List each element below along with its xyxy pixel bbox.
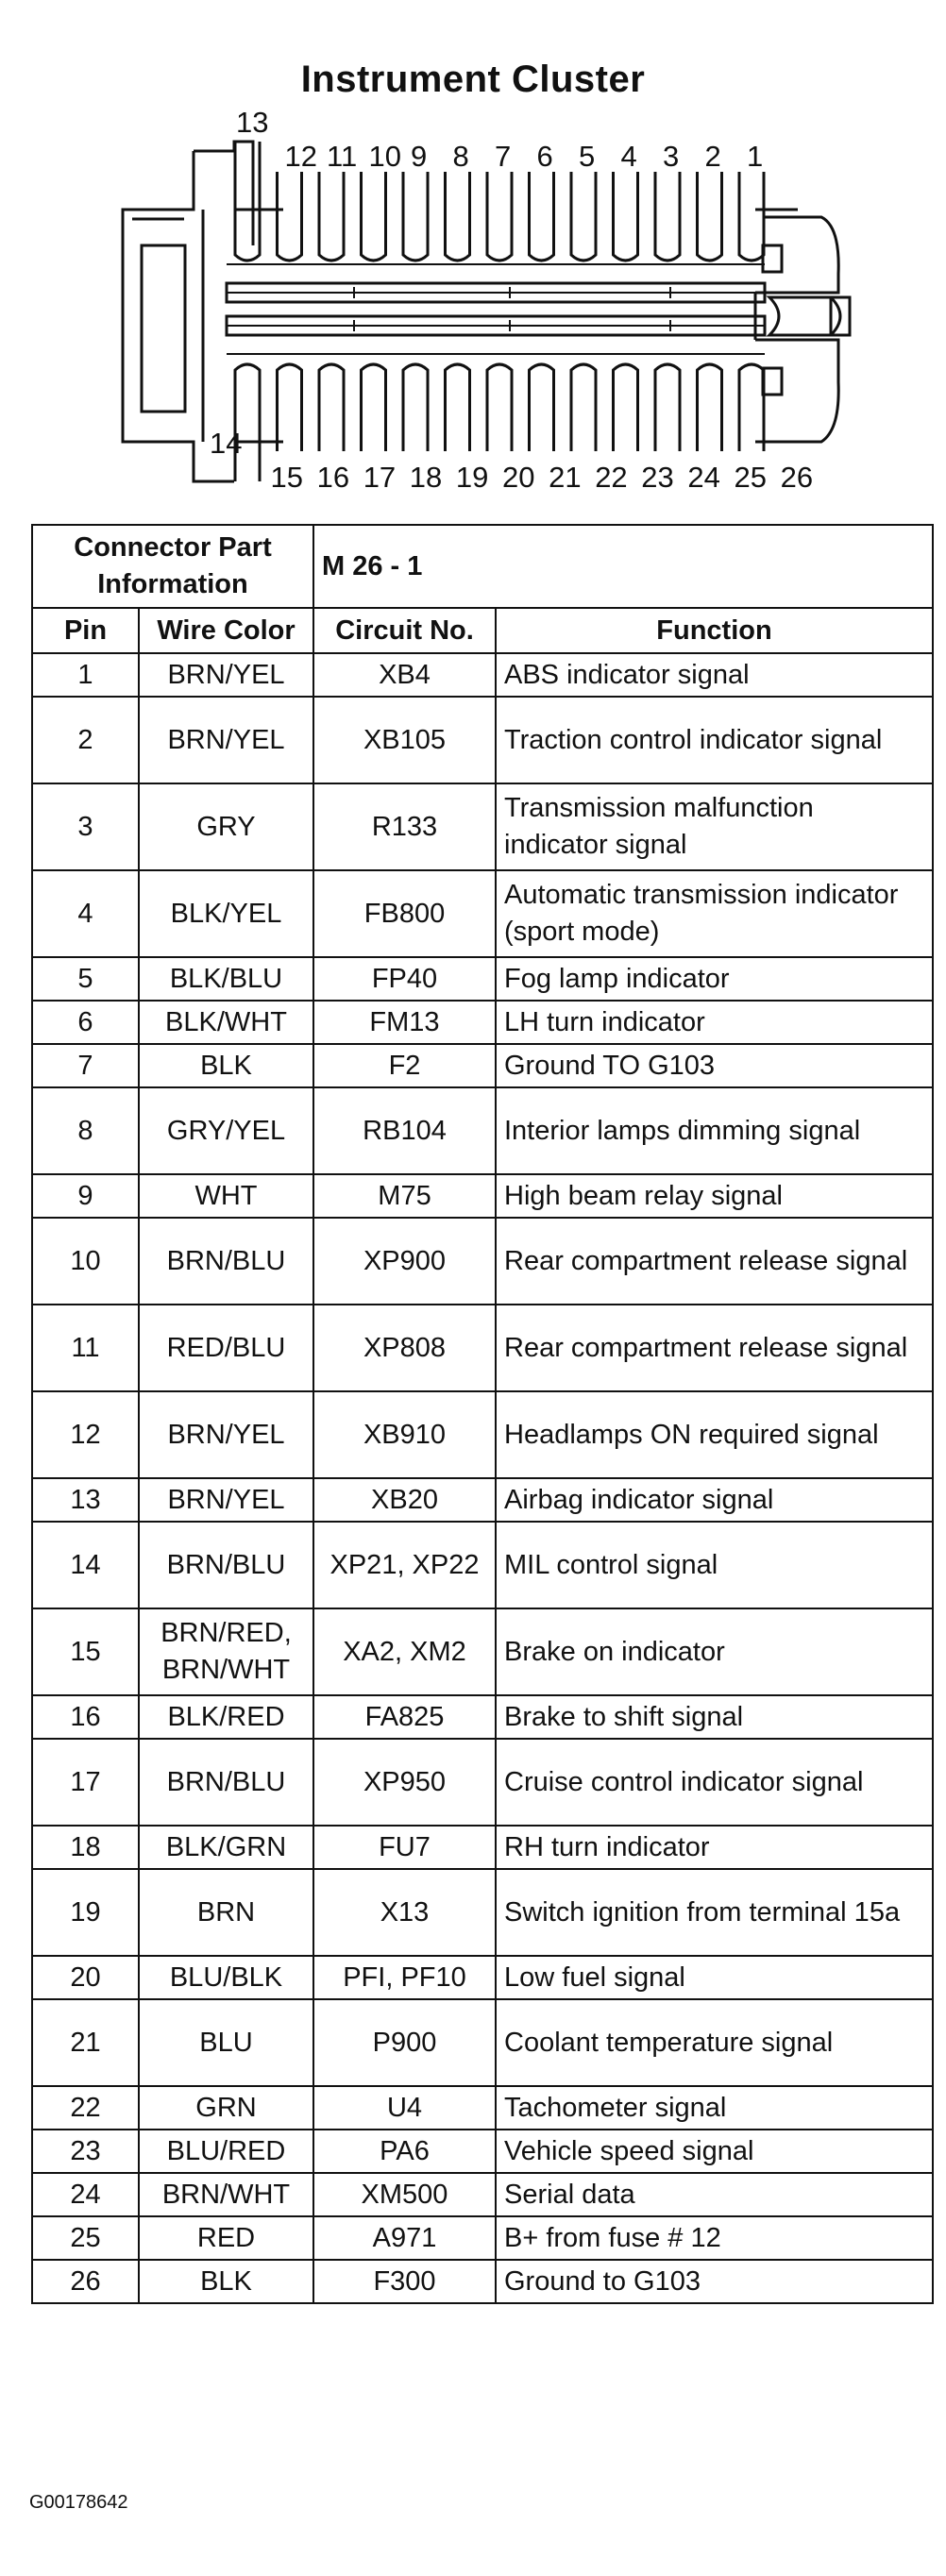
- bottom-pin-label: 22: [595, 461, 628, 494]
- top-pin-label: 4: [620, 140, 637, 173]
- table-row: [32, 1001, 933, 1044]
- table-row: [32, 1044, 933, 1087]
- pinout-table: [31, 524, 934, 2304]
- top-pin-label: 1: [747, 140, 764, 173]
- table-row: [32, 1522, 933, 1608]
- function-cell: Ground to G103: [496, 2260, 933, 2303]
- bottom-pin-label: 23: [641, 461, 674, 494]
- wire-color-cell: BRN/BLU: [139, 1218, 313, 1305]
- function-cell: RH turn indicator: [496, 1826, 933, 1869]
- circuit-cell: XP950: [313, 1739, 496, 1826]
- top-pin-slot: [614, 172, 638, 261]
- table-row: [32, 957, 933, 1001]
- header-function: Function: [496, 608, 933, 653]
- wire-color-cell: BLU/RED: [139, 2130, 313, 2173]
- circuit-cell: P900: [313, 1999, 496, 2086]
- pin-cell: 17: [32, 1739, 139, 1826]
- bottom-pin-label: 14: [210, 427, 243, 460]
- top-pin-slot: [403, 172, 428, 261]
- circuit-cell: FA825: [313, 1695, 496, 1739]
- wire-color-cell: BLK/BLU: [139, 957, 313, 1001]
- table-row: [32, 2173, 933, 2216]
- bottom-pin-slot: [698, 364, 722, 451]
- function-cell: Ground TO G103: [496, 1044, 933, 1087]
- function-cell: Low fuel signal: [496, 1956, 933, 1999]
- wire-color-cell: BLK: [139, 2260, 313, 2303]
- circuit-cell: XB20: [313, 1478, 496, 1522]
- table-row: [32, 1087, 933, 1174]
- bottom-pin-slot: [362, 364, 386, 451]
- top-pin-slot: [487, 172, 512, 261]
- bottom-pin-slot: [530, 364, 554, 451]
- wire-color-cell: BRN/YEL: [139, 653, 313, 697]
- circuit-cell: XA2, XM2: [313, 1608, 496, 1695]
- pin-cell: 21: [32, 1999, 139, 2086]
- pin-cell: 15: [32, 1608, 139, 1695]
- top-pin-slot: [319, 172, 344, 261]
- wire-color-cell: RED/BLU: [139, 1305, 313, 1391]
- bottom-pin-slot: [655, 364, 680, 451]
- table-row: [32, 653, 933, 697]
- connector-part-info-label: Connector Part Information: [32, 525, 313, 608]
- bottom-pin-row: [235, 364, 764, 481]
- pin-cell: 10: [32, 1218, 139, 1305]
- table-row: [32, 2216, 933, 2260]
- wire-color-cell: BRN/YEL: [139, 697, 313, 783]
- table-row: [32, 2086, 933, 2130]
- pin-cell: 8: [32, 1087, 139, 1174]
- function-cell: Brake to shift signal: [496, 1695, 933, 1739]
- wire-color-cell: BLK: [139, 1044, 313, 1087]
- pin-cell: 26: [32, 2260, 139, 2303]
- top-pin-slot: [362, 172, 386, 261]
- wire-color-cell: BLU: [139, 1999, 313, 2086]
- bottom-pin-label: 25: [734, 461, 767, 494]
- function-cell: Tachometer signal: [496, 2086, 933, 2130]
- function-cell: Coolant temperature signal: [496, 1999, 933, 2086]
- circuit-cell: RB104: [313, 1087, 496, 1174]
- top-pin-label: 10: [368, 140, 401, 173]
- connector-right-tab-top: [755, 217, 838, 293]
- pin-cell: 2: [32, 697, 139, 783]
- top-pin-slot: [739, 172, 764, 261]
- table-row: [32, 1739, 933, 1826]
- top-pin-label: 5: [579, 140, 596, 173]
- bottom-pin-label: 15: [270, 461, 303, 494]
- function-cell: Headlamps ON required signal: [496, 1391, 933, 1478]
- circuit-cell: PFI, PF10: [313, 1956, 496, 1999]
- pin-cell: 20: [32, 1956, 139, 1999]
- table-row: [32, 1478, 933, 1522]
- table-row: [32, 2130, 933, 2173]
- pin-cell: 9: [32, 1174, 139, 1218]
- connector-right-tab-bottom: [755, 340, 838, 442]
- wire-color-cell: WHT: [139, 1174, 313, 1218]
- wire-color-cell: BRN: [139, 1869, 313, 1956]
- circuit-cell: R133: [313, 783, 496, 870]
- circuit-cell: XB4: [313, 653, 496, 697]
- header-circuit-no: Circuit No.: [313, 608, 496, 653]
- table-row: [32, 1174, 933, 1218]
- function-cell: Airbag indicator signal: [496, 1478, 933, 1522]
- function-cell: Traction control indicator signal: [496, 697, 933, 783]
- bottom-pin-slot: [739, 364, 764, 451]
- bottom-pin-label: 19: [455, 461, 489, 494]
- circuit-cell: XB105: [313, 697, 496, 783]
- circuit-cell: U4: [313, 2086, 496, 2130]
- table-row: [32, 1608, 933, 1695]
- top-pin-slot: [571, 172, 596, 261]
- top-pin-label: 2: [704, 140, 721, 173]
- pin-cell: 22: [32, 2086, 139, 2130]
- top-pin-label: 13: [236, 106, 269, 139]
- function-cell: Transmission malfunction indicator signal: [496, 783, 933, 870]
- connector-diagram: [0, 104, 946, 519]
- table-row: [32, 870, 933, 957]
- pin-cell: 5: [32, 957, 139, 1001]
- function-cell: Serial data: [496, 2173, 933, 2216]
- bottom-pin-label: 17: [363, 461, 397, 494]
- top-pin-label: 7: [495, 140, 512, 173]
- function-cell: MIL control signal: [496, 1522, 933, 1608]
- circuit-cell: M75: [313, 1174, 496, 1218]
- wire-color-cell: BRN/WHT: [139, 2173, 313, 2216]
- pin-cell: 23: [32, 2130, 139, 2173]
- function-cell: Rear compartment release signal: [496, 1305, 933, 1391]
- circuit-cell: XP21, XP22: [313, 1522, 496, 1608]
- table-row: [32, 783, 933, 870]
- circuit-cell: XM500: [313, 2173, 496, 2216]
- table-header-row: [32, 608, 933, 653]
- bottom-pin-label: 20: [502, 461, 535, 494]
- bottom-pin-slot: [571, 364, 596, 451]
- top-pin-slot: [698, 172, 722, 261]
- wire-color-cell: BLK/GRN: [139, 1826, 313, 1869]
- circuit-cell: XP900: [313, 1218, 496, 1305]
- wire-color-cell: BRN/YEL: [139, 1391, 313, 1478]
- connector-info-row: [32, 525, 933, 608]
- bottom-pin-label: 21: [549, 461, 582, 494]
- wire-color-cell: GRY: [139, 783, 313, 870]
- bottom-pin-slot: [235, 364, 260, 481]
- figure-code: G00178642: [29, 2492, 128, 2513]
- top-pin-label: 8: [452, 140, 469, 173]
- function-cell: Cruise control indicator signal: [496, 1739, 933, 1826]
- pin-cell: 13: [32, 1478, 139, 1522]
- top-pin-labels: [236, 106, 763, 173]
- top-pin-slot: [655, 172, 680, 261]
- table-row: [32, 697, 933, 783]
- function-cell: Brake on indicator: [496, 1608, 933, 1695]
- header-pin: Pin: [32, 608, 139, 653]
- circuit-cell: XB910: [313, 1391, 496, 1478]
- pin-cell: 14: [32, 1522, 139, 1608]
- table-row: [32, 1956, 933, 1999]
- pin-cell: 16: [32, 1695, 139, 1739]
- bottom-pin-slot: [446, 364, 470, 451]
- diagram-title: Instrument Cluster: [300, 59, 646, 100]
- function-cell: High beam relay signal: [496, 1174, 933, 1218]
- wire-color-cell: BLU/BLK: [139, 1956, 313, 1999]
- bottom-pin-slot: [319, 364, 344, 451]
- function-cell: Switch ignition from terminal 15a: [496, 1869, 933, 1956]
- connector-part-number: M 26 - 1: [313, 525, 933, 608]
- function-cell: Rear compartment release signal: [496, 1218, 933, 1305]
- function-cell: Vehicle speed signal: [496, 2130, 933, 2173]
- pin-cell: 25: [32, 2216, 139, 2260]
- circuit-cell: XP808: [313, 1305, 496, 1391]
- pin-cell: 24: [32, 2173, 139, 2216]
- table-row: [32, 1218, 933, 1305]
- function-cell: Automatic transmission indicator (sport mode): [496, 870, 933, 957]
- pin-cell: 12: [32, 1391, 139, 1478]
- table-row: [32, 1305, 933, 1391]
- top-pin-label: 12: [284, 140, 317, 173]
- wire-color-cell: BRN/RED, BRN/WHT: [139, 1608, 313, 1695]
- pin-cell: 7: [32, 1044, 139, 1087]
- circuit-cell: X13: [313, 1869, 496, 1956]
- top-pin-label: 11: [327, 140, 358, 173]
- pin-cell: 4: [32, 870, 139, 957]
- pin-cell: 11: [32, 1305, 139, 1391]
- bottom-pin-label: 18: [409, 461, 443, 494]
- bottom-pin-slot: [403, 364, 428, 451]
- function-cell: ABS indicator signal: [496, 653, 933, 697]
- wire-color-cell: BRN/YEL: [139, 1478, 313, 1522]
- bottom-pin-slot: [614, 364, 638, 451]
- wire-color-cell: BLK/WHT: [139, 1001, 313, 1044]
- function-cell: LH turn indicator: [496, 1001, 933, 1044]
- top-pin-label: 6: [536, 140, 553, 173]
- circuit-cell: PA6: [313, 2130, 496, 2173]
- pin-cell: 18: [32, 1826, 139, 1869]
- wire-color-cell: RED: [139, 2216, 313, 2260]
- header-wire-color: Wire Color: [139, 608, 313, 653]
- top-pin-label: 3: [663, 140, 680, 173]
- bottom-pin-slot: [487, 364, 512, 451]
- function-cell: Interior lamps dimming signal: [496, 1087, 933, 1174]
- circuit-cell: FP40: [313, 957, 496, 1001]
- circuit-cell: F300: [313, 2260, 496, 2303]
- table-row: [32, 1999, 933, 2086]
- table-row: [32, 2260, 933, 2303]
- top-pin-slot: [278, 172, 302, 261]
- circuit-cell: A971: [313, 2216, 496, 2260]
- function-cell: Fog lamp indicator: [496, 957, 933, 1001]
- wire-color-cell: BRN/BLU: [139, 1739, 313, 1826]
- bottom-pin-slot: [278, 364, 302, 451]
- circuit-cell: FM13: [313, 1001, 496, 1044]
- table-row: [32, 1695, 933, 1739]
- circuit-cell: FU7: [313, 1826, 496, 1869]
- top-pin-slot: [235, 142, 260, 261]
- top-pin-label: 9: [411, 140, 428, 173]
- pin-cell: 3: [32, 783, 139, 870]
- bottom-pin-label: 26: [780, 461, 814, 494]
- pin-cell: 1: [32, 653, 139, 697]
- table-row: [32, 1826, 933, 1869]
- circuit-cell: FB800: [313, 870, 496, 957]
- wire-color-cell: BRN/BLU: [139, 1522, 313, 1608]
- circuit-cell: F2: [313, 1044, 496, 1087]
- bottom-pin-label: 16: [316, 461, 350, 494]
- bottom-pin-label: 24: [687, 461, 720, 494]
- wire-color-cell: BLK/RED: [139, 1695, 313, 1739]
- wire-color-cell: BLK/YEL: [139, 870, 313, 957]
- pin-cell: 6: [32, 1001, 139, 1044]
- top-pin-slot: [530, 172, 554, 261]
- connector-side-window: [142, 245, 185, 412]
- wire-color-cell: GRY/YEL: [139, 1087, 313, 1174]
- wire-color-cell: GRN: [139, 2086, 313, 2130]
- table-row: [32, 1391, 933, 1478]
- function-cell: B+ from fuse # 12: [496, 2216, 933, 2260]
- table-row: [32, 1869, 933, 1956]
- pin-cell: 19: [32, 1869, 139, 1956]
- top-pin-slot: [446, 172, 470, 261]
